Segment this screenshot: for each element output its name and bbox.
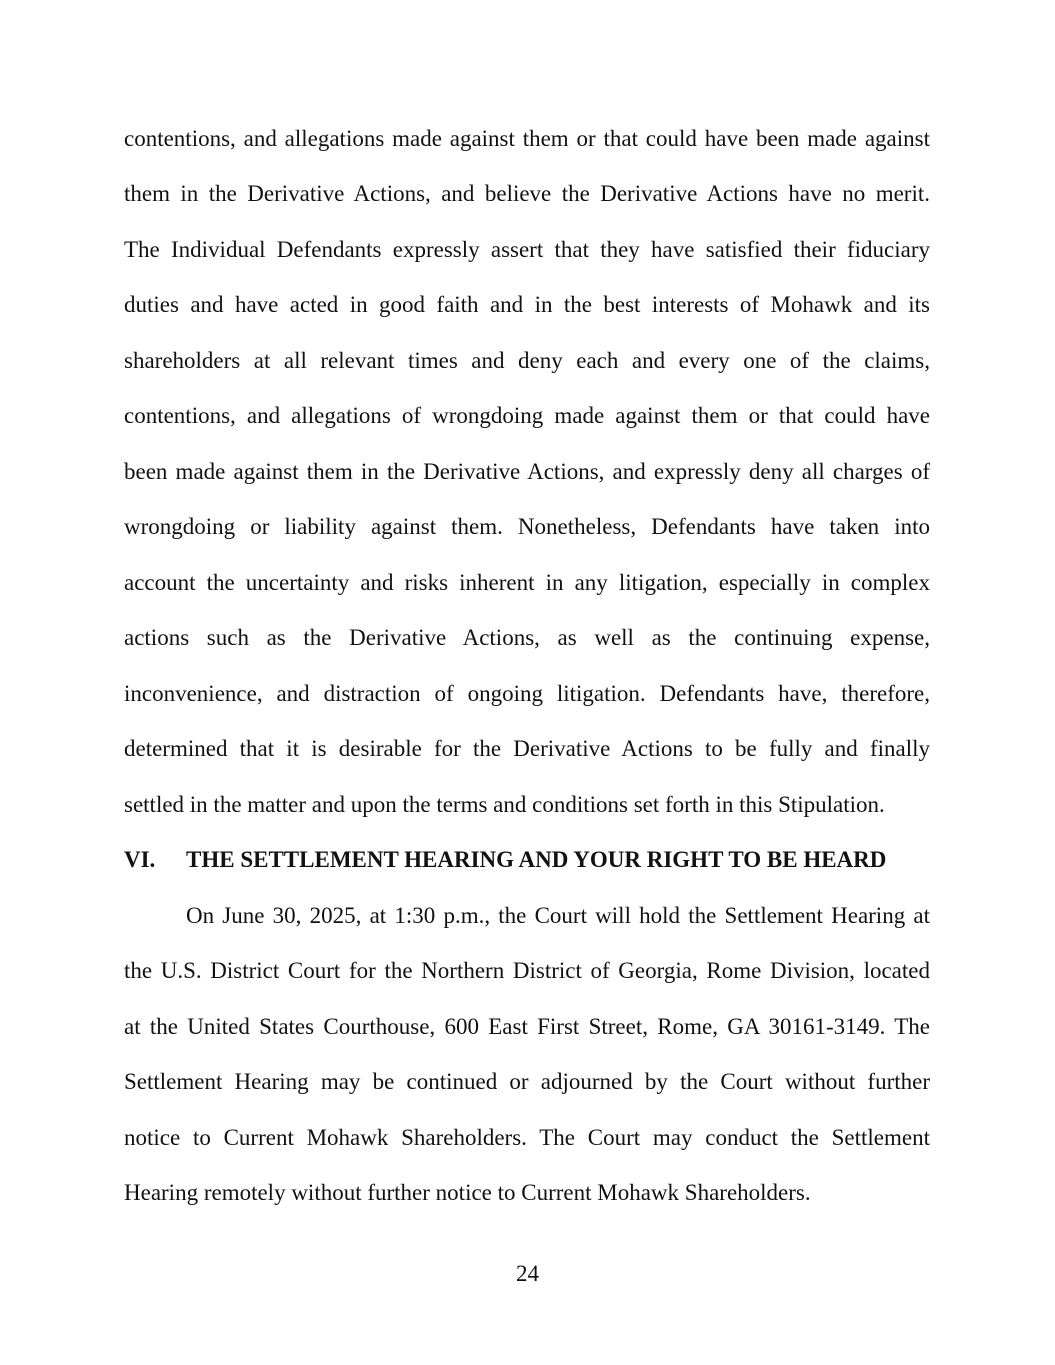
paragraph-line: inconvenience, and distraction of ongoing litigation. Defendants have, therefore, (124, 681, 930, 706)
paragraph-line: account the uncertainty and risks inherent in any litigation, especially in complex (124, 570, 930, 595)
paragraph-line: wrongdoing or liability against them. Nonetheless, Defendants have taken into (124, 514, 930, 539)
paragraph-line: On June 30, 2025, at 1:30 p.m., the Court will hold the Settlement Hearing at (186, 903, 930, 928)
paragraph-line: been made against them in the Derivative Actions, and expressly deny all charges of (124, 459, 930, 484)
paragraph-line: contentions, and allegations of wrongdoing made against them or that could have (124, 403, 930, 428)
paragraph-line: settled in the matter and upon the terms and conditions set forth in this Stipulation. (124, 792, 885, 817)
paragraph-line: the U.S. District Court for the Northern District of Georgia, Rome Division, located (124, 958, 930, 983)
paragraph-line: notice to Current Mohawk Shareholders. The Court may conduct the Settlement (124, 1125, 930, 1150)
paragraph-line: them in the Derivative Actions, and believe the Derivative Actions have no merit. (124, 181, 930, 206)
paragraph-line: actions such as the Derivative Actions, as well as the continuing expense, (124, 625, 930, 650)
paragraph-line: shareholders at all relevant times and deny each and every one of the claims, (124, 348, 930, 373)
paragraph-line: contentions, and allegations made against them or that could have been made against (124, 126, 930, 151)
paragraph-line: Hearing remotely without further notice to Current Mohawk Shareholders. (124, 1180, 811, 1205)
paragraph-line: Settlement Hearing may be continued or adjourned by the Court without further (124, 1069, 930, 1094)
paragraph-line: The Individual Defendants expressly assert that they have satisfied their fiduciary (124, 237, 930, 262)
paragraph-line: at the United States Courthouse, 600 East First Street, Rome, GA 30161-3149. The (124, 1014, 930, 1039)
paragraph-line: duties and have acted in good faith and in the best interests of Mohawk and its (124, 292, 930, 317)
page-number: 24 (516, 1261, 539, 1286)
section-title: THE SETTLEMENT HEARING AND YOUR RIGHT TO BE HEARD (186, 847, 887, 872)
paragraph-line: determined that it is desirable for the Derivative Actions to be fully and finally (124, 736, 930, 761)
section-heading (124, 845, 930, 875)
section-number: VI. (124, 847, 156, 872)
